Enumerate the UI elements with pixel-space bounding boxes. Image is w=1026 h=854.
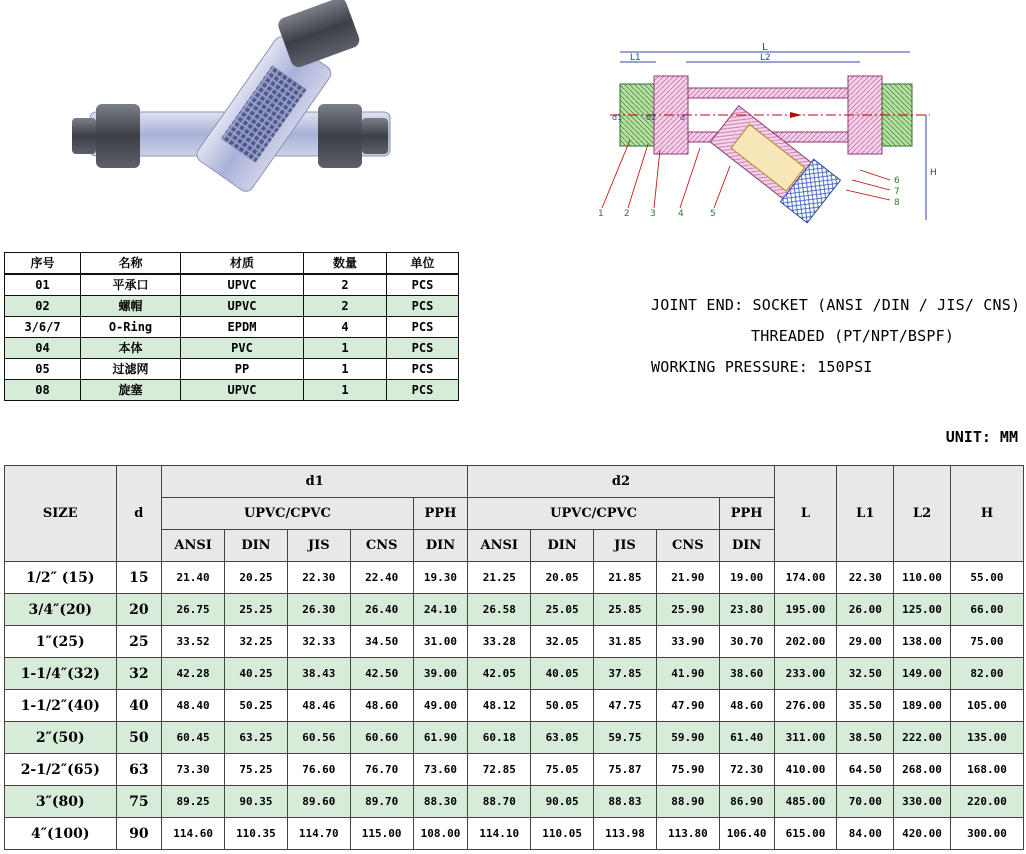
- dims-value-cell: 26.00: [837, 594, 894, 626]
- dims-value-cell: 32.05: [531, 626, 594, 658]
- dims-header-d1: d1: [162, 466, 468, 498]
- bom-cell: 08: [5, 380, 81, 401]
- callout-1: 1: [598, 209, 604, 219]
- dims-value-cell: 32.25: [225, 626, 288, 658]
- dim-L2: L2: [760, 53, 771, 63]
- dims-value-cell: 59.75: [594, 722, 657, 754]
- dims-value-cell: 19.00: [719, 562, 774, 594]
- dims-value-cell: 20.05: [531, 562, 594, 594]
- callout-4: 4: [678, 209, 684, 219]
- dimensions-table: [4, 465, 1024, 850]
- bom-cell: 2: [304, 296, 387, 317]
- dims-d-cell: 40: [116, 690, 162, 722]
- bom-row: [5, 380, 459, 401]
- dims-value-cell: 60.45: [162, 722, 225, 754]
- spec-joint-end: JOINT END: SOCKET (ANSI /DIN / JIS/ CNS): [651, 296, 1021, 314]
- dim-d: d: [680, 113, 686, 122]
- bom-cell: UPVC: [181, 296, 304, 317]
- dims-d-cell: 15: [116, 562, 162, 594]
- dims-value-cell: 189.00: [894, 690, 951, 722]
- dims-value-cell: 75.05: [531, 754, 594, 786]
- dims-row: [5, 690, 1024, 722]
- dims-value-cell: 21.25: [468, 562, 531, 594]
- dims-value-cell: 19.30: [413, 562, 468, 594]
- dims-value-cell: 25.05: [531, 594, 594, 626]
- bom-cell: 旋塞: [81, 380, 181, 401]
- dims-value-cell: 22.40: [350, 562, 413, 594]
- dims-value-cell: 105.00: [950, 690, 1023, 722]
- dim-d2: d2: [646, 113, 657, 122]
- bom-cell: 平承口: [81, 274, 181, 296]
- dim-H: H: [930, 168, 937, 178]
- dims-value-cell: 30.70: [719, 626, 774, 658]
- dims-d-cell: 20: [116, 594, 162, 626]
- dims-header-L1: L1: [837, 466, 894, 562]
- dims-value-cell: 25.85: [594, 594, 657, 626]
- bom-cell: 2: [304, 274, 387, 296]
- dims-value-cell: 39.00: [413, 658, 468, 690]
- dims-value-cell: 22.30: [287, 562, 350, 594]
- dims-value-cell: 50.05: [531, 690, 594, 722]
- dims-value-cell: 113.80: [656, 818, 719, 850]
- dims-value-cell: 48.46: [287, 690, 350, 722]
- dims-size-cell: 2″(50): [5, 722, 117, 754]
- dim-L: L: [762, 42, 768, 53]
- dims-value-cell: 59.90: [656, 722, 719, 754]
- dims-header-d1-ansi: ANSI: [162, 530, 225, 562]
- dims-value-cell: 25.90: [656, 594, 719, 626]
- bom-cell: UPVC: [181, 380, 304, 401]
- bom-row: [5, 338, 459, 359]
- dims-value-cell: 26.30: [287, 594, 350, 626]
- dims-value-cell: 268.00: [894, 754, 951, 786]
- dims-value-cell: 73.60: [413, 754, 468, 786]
- dims-d-cell: 90: [116, 818, 162, 850]
- dims-value-cell: 300.00: [950, 818, 1023, 850]
- dims-value-cell: 48.60: [350, 690, 413, 722]
- dims-value-cell: 48.12: [468, 690, 531, 722]
- dims-value-cell: 86.90: [719, 786, 774, 818]
- dims-header-d1-upvc: UPVC/CPVC: [162, 498, 413, 530]
- bom-cell: PCS: [387, 317, 459, 338]
- dims-value-cell: 29.00: [837, 626, 894, 658]
- dims-header-d1-jis: JIS: [287, 530, 350, 562]
- dims-value-cell: 60.60: [350, 722, 413, 754]
- dims-value-cell: 48.40: [162, 690, 225, 722]
- dims-value-cell: 485.00: [774, 786, 837, 818]
- dims-size-cell: 1/2″ (15): [5, 562, 117, 594]
- dims-header-d2-pph-din: DIN: [719, 530, 774, 562]
- dims-value-cell: 89.60: [287, 786, 350, 818]
- dims-header-d2-pph: PPH: [719, 498, 774, 530]
- dims-header-d1-pph: PPH: [413, 498, 468, 530]
- bom-cell: PCS: [387, 274, 459, 296]
- dim-d1: d1: [612, 113, 623, 122]
- dims-value-cell: 41.90: [656, 658, 719, 690]
- dims-value-cell: 410.00: [774, 754, 837, 786]
- dims-row: [5, 658, 1024, 690]
- dims-value-cell: 50.25: [225, 690, 288, 722]
- dims-value-cell: 311.00: [774, 722, 837, 754]
- dims-value-cell: 110.05: [531, 818, 594, 850]
- dims-row: [5, 594, 1024, 626]
- dims-value-cell: 38.60: [719, 658, 774, 690]
- dims-value-cell: 88.30: [413, 786, 468, 818]
- dims-size-cell: 2-1/2″(65): [5, 754, 117, 786]
- dims-value-cell: 125.00: [894, 594, 951, 626]
- dims-size-cell: 1″(25): [5, 626, 117, 658]
- dims-header-d1-cns: CNS: [350, 530, 413, 562]
- dims-value-cell: 615.00: [774, 818, 837, 850]
- product-photo: [60, 0, 410, 200]
- bom-cell: PCS: [387, 296, 459, 317]
- bom-cell: 05: [5, 359, 81, 380]
- bom-row: [5, 274, 459, 296]
- dims-value-cell: 75.00: [950, 626, 1023, 658]
- dims-value-cell: 113.98: [594, 818, 657, 850]
- dims-row: [5, 626, 1024, 658]
- dims-value-cell: 31.00: [413, 626, 468, 658]
- dims-header-L2: L2: [894, 466, 951, 562]
- bom-header-name: 名称: [81, 253, 181, 275]
- dims-value-cell: 31.85: [594, 626, 657, 658]
- bom-row: [5, 359, 459, 380]
- dims-header-size: SIZE: [5, 466, 117, 562]
- dims-row: [5, 722, 1024, 754]
- dims-value-cell: 21.85: [594, 562, 657, 594]
- dims-value-cell: 24.10: [413, 594, 468, 626]
- dims-value-cell: 26.75: [162, 594, 225, 626]
- bom-cell: UPVC: [181, 274, 304, 296]
- bom-header-unit: 单位: [387, 253, 459, 275]
- bom-header-qty: 数量: [304, 253, 387, 275]
- dims-header-d2-jis: JIS: [594, 530, 657, 562]
- dims-value-cell: 75.90: [656, 754, 719, 786]
- dims-value-cell: 22.30: [837, 562, 894, 594]
- bom-cell: O-Ring: [81, 317, 181, 338]
- bom-cell: 1: [304, 359, 387, 380]
- dims-size-cell: 3″(80): [5, 786, 117, 818]
- dims-size-cell: 1-1/4″(32): [5, 658, 117, 690]
- dims-value-cell: 37.85: [594, 658, 657, 690]
- dims-value-cell: 48.60: [719, 690, 774, 722]
- dims-value-cell: 40.25: [225, 658, 288, 690]
- dims-value-cell: 72.85: [468, 754, 531, 786]
- dims-value-cell: 49.00: [413, 690, 468, 722]
- dims-value-cell: 89.70: [350, 786, 413, 818]
- dims-value-cell: 38.50: [837, 722, 894, 754]
- dims-value-cell: 222.00: [894, 722, 951, 754]
- bom-cell: 过滤网: [81, 359, 181, 380]
- dims-d-cell: 50: [116, 722, 162, 754]
- dims-value-cell: 75.87: [594, 754, 657, 786]
- dims-value-cell: 82.00: [950, 658, 1023, 690]
- dims-header-d1-pph-din: DIN: [413, 530, 468, 562]
- dims-value-cell: 88.90: [656, 786, 719, 818]
- bom-cell: 1: [304, 338, 387, 359]
- callout-8: 8: [894, 198, 900, 208]
- dims-value-cell: 42.28: [162, 658, 225, 690]
- bom-cell: 02: [5, 296, 81, 317]
- dims-d-cell: 32: [116, 658, 162, 690]
- callout-2: 2: [624, 209, 630, 219]
- dims-size-cell: 4″(100): [5, 818, 117, 850]
- bom-cell: 螺帽: [81, 296, 181, 317]
- callout-3: 3: [650, 209, 656, 219]
- dims-value-cell: 35.50: [837, 690, 894, 722]
- dims-value-cell: 21.40: [162, 562, 225, 594]
- dims-row: [5, 818, 1024, 850]
- dims-value-cell: 168.00: [950, 754, 1023, 786]
- technical-drawing: [590, 40, 1010, 230]
- dims-value-cell: 115.00: [350, 818, 413, 850]
- dims-value-cell: 220.00: [950, 786, 1023, 818]
- dims-value-cell: 66.00: [950, 594, 1023, 626]
- bom-header-row: [5, 253, 459, 275]
- bom-cell: PCS: [387, 380, 459, 401]
- dims-value-cell: 60.56: [287, 722, 350, 754]
- dims-d-cell: 75: [116, 786, 162, 818]
- dims-value-cell: 64.50: [837, 754, 894, 786]
- dims-value-cell: 63.25: [225, 722, 288, 754]
- dims-row: [5, 754, 1024, 786]
- dims-value-cell: 47.75: [594, 690, 657, 722]
- dims-header-L: L: [774, 466, 837, 562]
- dims-value-cell: 114.10: [468, 818, 531, 850]
- unit-label: UNIT: MM: [945, 428, 1018, 446]
- dims-value-cell: 21.90: [656, 562, 719, 594]
- dims-value-cell: 135.00: [950, 722, 1023, 754]
- spec-working-pressure: WORKING PRESSURE: 150PSI: [651, 358, 873, 376]
- dims-value-cell: 26.40: [350, 594, 413, 626]
- dim-L1: L1: [630, 53, 641, 63]
- dims-value-cell: 420.00: [894, 818, 951, 850]
- dims-header-d2-din: DIN: [531, 530, 594, 562]
- dims-value-cell: 149.00: [894, 658, 951, 690]
- bom-cell: 本体: [81, 338, 181, 359]
- dims-size-cell: 1-1/2″(40): [5, 690, 117, 722]
- dims-size-cell: 3/4″(20): [5, 594, 117, 626]
- dims-value-cell: 89.25: [162, 786, 225, 818]
- dims-value-cell: 195.00: [774, 594, 837, 626]
- dims-value-cell: 75.25: [225, 754, 288, 786]
- dims-value-cell: 55.00: [950, 562, 1023, 594]
- dims-value-cell: 72.30: [719, 754, 774, 786]
- dims-header-d2-cns: CNS: [656, 530, 719, 562]
- dims-value-cell: 38.43: [287, 658, 350, 690]
- dims-value-cell: 114.60: [162, 818, 225, 850]
- dims-value-cell: 202.00: [774, 626, 837, 658]
- bom-row: [5, 296, 459, 317]
- dims-value-cell: 47.90: [656, 690, 719, 722]
- dims-value-cell: 88.83: [594, 786, 657, 818]
- dims-value-cell: 84.00: [837, 818, 894, 850]
- dims-value-cell: 25.25: [225, 594, 288, 626]
- callout-5: 5: [710, 209, 716, 219]
- dims-value-cell: 33.90: [656, 626, 719, 658]
- bom-header-material: 材质: [181, 253, 304, 275]
- dims-value-cell: 90.35: [225, 786, 288, 818]
- dims-value-cell: 70.00: [837, 786, 894, 818]
- bom-header-no: 序号: [5, 253, 81, 275]
- dims-value-cell: 73.30: [162, 754, 225, 786]
- dims-value-cell: 114.70: [287, 818, 350, 850]
- dims-value-cell: 32.50: [837, 658, 894, 690]
- dims-value-cell: 23.80: [719, 594, 774, 626]
- dims-value-cell: 88.70: [468, 786, 531, 818]
- bom-cell: 01: [5, 274, 81, 296]
- dims-value-cell: 90.05: [531, 786, 594, 818]
- dims-value-cell: 33.28: [468, 626, 531, 658]
- dims-d-cell: 63: [116, 754, 162, 786]
- dims-value-cell: 174.00: [774, 562, 837, 594]
- bom-cell: PCS: [387, 359, 459, 380]
- dims-value-cell: 42.50: [350, 658, 413, 690]
- bom-cell: EPDM: [181, 317, 304, 338]
- dims-value-cell: 108.00: [413, 818, 468, 850]
- dims-value-cell: 26.58: [468, 594, 531, 626]
- dims-header-d2-ansi: ANSI: [468, 530, 531, 562]
- callout-6: 6: [894, 176, 900, 186]
- dims-value-cell: 33.52: [162, 626, 225, 658]
- bom-cell: PCS: [387, 338, 459, 359]
- dims-value-cell: 34.50: [350, 626, 413, 658]
- dims-value-cell: 110.00: [894, 562, 951, 594]
- dims-value-cell: 60.18: [468, 722, 531, 754]
- dims-value-cell: 42.05: [468, 658, 531, 690]
- callout-7: 7: [894, 187, 900, 197]
- bom-cell: 04: [5, 338, 81, 359]
- dims-value-cell: 61.40: [719, 722, 774, 754]
- dims-value-cell: 276.00: [774, 690, 837, 722]
- dims-value-cell: 61.90: [413, 722, 468, 754]
- dims-value-cell: 110.35: [225, 818, 288, 850]
- bom-cell: 4: [304, 317, 387, 338]
- dims-value-cell: 138.00: [894, 626, 951, 658]
- dims-header-d: d: [116, 466, 162, 562]
- dims-value-cell: 233.00: [774, 658, 837, 690]
- bom-table: [4, 252, 459, 401]
- bom-cell: 3/6/7: [5, 317, 81, 338]
- dims-value-cell: 106.40: [719, 818, 774, 850]
- bom-cell: PVC: [181, 338, 304, 359]
- bom-cell: PP: [181, 359, 304, 380]
- dims-value-cell: 32.33: [287, 626, 350, 658]
- dims-value-cell: 76.60: [287, 754, 350, 786]
- dims-value-cell: 20.25: [225, 562, 288, 594]
- dims-header-d2: d2: [468, 466, 774, 498]
- dims-row: [5, 562, 1024, 594]
- dims-header-d2-upvc: UPVC/CPVC: [468, 498, 719, 530]
- dims-header-d1-din: DIN: [225, 530, 288, 562]
- dims-value-cell: 63.05: [531, 722, 594, 754]
- bom-cell: 1: [304, 380, 387, 401]
- dims-value-cell: 40.05: [531, 658, 594, 690]
- dims-d-cell: 25: [116, 626, 162, 658]
- bom-row: [5, 317, 459, 338]
- dims-value-cell: 76.70: [350, 754, 413, 786]
- dims-value-cell: 330.00: [894, 786, 951, 818]
- dims-header-row-1: [5, 466, 1024, 498]
- dims-header-H: H: [950, 466, 1023, 562]
- dims-row: [5, 786, 1024, 818]
- spec-threaded: THREADED (PT/NPT/BSPF): [751, 327, 955, 345]
